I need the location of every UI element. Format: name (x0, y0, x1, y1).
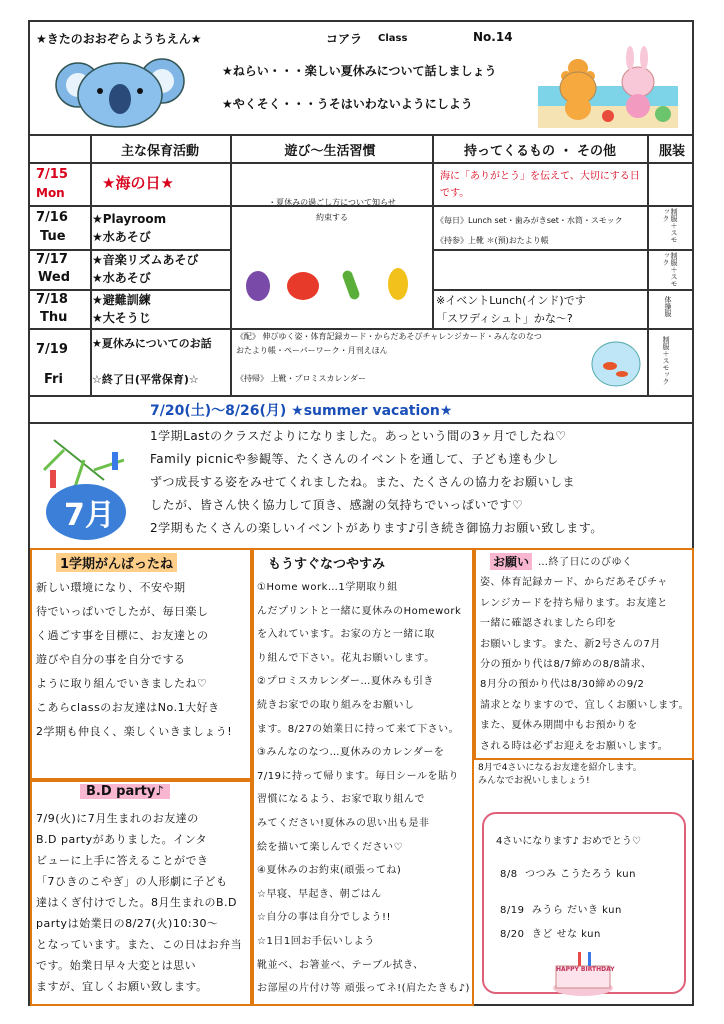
class-label: Class (378, 33, 408, 44)
box-birthday-party-title: B.D party♪ (80, 784, 170, 799)
fishbowl-illustration (588, 330, 644, 392)
clothing-2: 制服＋スモック (662, 208, 678, 243)
intro-message: 1学期Lastのクラスだよりになりました。あっという間の3ヶ月でしたね♡ Family picnicや参観等、たくさんのイベントを通して、子ども達も少し ずつ成長する姿をみせてくれましたね。また、たくさんの協力をお願いしま したが、皆さん快く協力して頂き、感謝の気持ちでいっぱいです♡ 2学期もたくさんの楽しいイベントがあります♪引き続き御協力お願い致します。 (150, 429, 603, 535)
row-divider-6 (28, 422, 694, 424)
col-divider-items (647, 134, 649, 395)
birthday-item-3: 8/20 きど せな kun (500, 929, 601, 940)
items-4: ※イベントLunch(インド)です 「スワディシュト」かな～? (436, 294, 586, 325)
fri-distribution-note: 《配》 伸びゆく姿・体育記録カード・からだあそびチャレンジカード・みんなのなつ おたより帳・ペーパーワーク・月刊えほん 《持帰》 上靴・プロミスカレンダー (236, 332, 542, 383)
col-divider-activity (230, 134, 232, 328)
activity-1: ★海の日★ (102, 174, 174, 192)
row-divider-3b (432, 289, 694, 291)
col-header-play: 遊び～生活習慣 (284, 144, 376, 159)
date-2: 7/16 (36, 210, 68, 225)
birthday-cake-label: HAPPY BIRTHDAY (556, 966, 615, 973)
col-divider-play (432, 134, 434, 328)
box-summer-notes-title: もうすぐなつやすみ (268, 557, 386, 572)
vegetables-illustration (238, 258, 428, 308)
date-4: 7/18 (36, 292, 68, 307)
col-header-activity: 主な保育活動 (120, 144, 199, 159)
col-header-items: 持ってくるもの ・ その他 (463, 144, 617, 159)
month-badge: 7月 (64, 498, 115, 533)
header-divider (28, 134, 694, 136)
items-2: 《毎日》Lunch set・歯みがきset・水筒・スモック 《持参》上靴 ＊(預)おたより帳 (436, 216, 623, 245)
activity-3: ★音楽リズムあそび ★水あそび (92, 253, 199, 285)
birthday-intro: 8月で4さいになるお友達を紹介します。 みんなでお祝いしましょう! (478, 763, 642, 786)
box-requests-title: お願い (490, 553, 532, 570)
birthday-cake-illustration (548, 948, 618, 998)
col-header-clothing: 服装 (658, 144, 685, 159)
koala-illustration (50, 45, 190, 130)
activity-4: ★避難訓練 ★大そうじ (92, 293, 151, 325)
col-divider-fri-activity (230, 328, 232, 395)
column-header-divider (28, 162, 694, 164)
dow-1: Mon (36, 186, 65, 200)
row-divider-5 (28, 395, 694, 397)
birthday-item-2: 8/19 みうら だいき kun (500, 905, 622, 916)
dow-2: Tue (40, 229, 66, 244)
box-summer-notes-body: ①Home work…1学期取り組 んだプリントと一緒に夏休みのHomework を入れています。お家の方と一緒に取 り組んで下さい。花丸お願いします。 ②プロミスカレンダー…夏休みも引き 続きお家での取り組みをお願いし ます。8/27の始業日に持って来て下さい。 ③みんなのなつ…夏休みのカレンダーを 7/19に持って帰ります。毎日シールを貼り 習慣になるよう、お家で取り組んで みてください!夏休みの思い出も是非 絵を描いて楽しんでください♡ ④夏休みのお約束(頑張ってね) ☆早寝、早起き、朝ごはん ☆自分の事は自分でしよう!! ☆1日1回お手伝いしよう 靴並べ、お箸並べ、テーブル拭き、 お部屋の片付け等 頑張ってネ!(肩たたきも♪) (257, 582, 470, 995)
box-term-review-title: 1学期がんばったね (56, 553, 177, 572)
dow-3: Wed (38, 270, 70, 285)
box-term-review-body: 新しい環境になり、不安や期 待でいっぱいでしたが、毎日楽し く過ごす事を目標に、お友達との 遊びや自分の事を自分でする ように取り組んでいきましたね♡ こあらclassのお友達はNo.1大好き 2学期も仲良く、楽しくいきましょう! (36, 581, 233, 738)
clothing-4: 体操服 (664, 296, 672, 317)
birthday-item-1: 8/8 つつみ こうたろう kun (500, 869, 636, 880)
school-name: ★きたのおおぞらようちえん★ (36, 32, 202, 46)
birthday-title: 4さいになります♪ おめでとう♡ (496, 836, 641, 847)
clothing-3: 制服＋スモック (662, 252, 678, 287)
activity-2: ★Playroom ★水あそび (92, 212, 167, 244)
beach-animals-illustration (538, 36, 678, 128)
dow-4: Thu (40, 310, 68, 325)
date-5: 7/19 (36, 342, 68, 357)
promise-text: ★やくそく・・・うそはいわないようにしよう (222, 97, 473, 111)
activity-5: ★夏休みについてのお話 ☆終了日(平常保育)☆ (92, 337, 212, 386)
box-requests-body: …終了日にのびゆく 姿、体育記録カード、からだあそびチャ レンジカードを持ち帰ります。お友達と 一緒に確認されましたら印を お願いします。また、新2号さんの7月 分の預かり代は8/7締めの8/8請求、 8月分の預かり代は8/30締めの9/2 請求となりますので、宜しくお願いします。 また、夏休み期間中もお預かりを される時は必ずお迎えをお願いします。 (480, 557, 689, 752)
clothing-5: 制服＋スモック (662, 336, 670, 385)
box-birthday-party-body: 7/9(火)に7月生まれのお友達の B.D partyがありました。インタ ビューに上手に答えることができ 「7ひきのこやぎ」の人形劇に子ども 達はくぎ付けでした。8月生まれのB.D partyは始業日の8/27(火)10:30～ となっています。また、この日はお弁当 です。始業日早々大変とは思い ますが、宜しくお願い致します。 (36, 812, 243, 993)
aim-text: ★ねらい・・・楽しい夏休みについて話しましょう (222, 64, 497, 78)
items-1: 海に「ありがとう」を伝えて、大切にする日です。 (440, 171, 640, 199)
play-note: ・夏休みの過ごし方について知らせ 約束する (268, 198, 396, 222)
summer-vacation-dates: 7/20(土)～8/26(月) ★summer vacation★ (150, 403, 453, 419)
newsletter-number: No.14 (473, 30, 513, 44)
date-1: 7/15 (36, 167, 68, 182)
dow-5: Fri (44, 372, 63, 387)
date-3: 7/17 (36, 252, 68, 267)
class-name: コアラ (326, 32, 363, 46)
